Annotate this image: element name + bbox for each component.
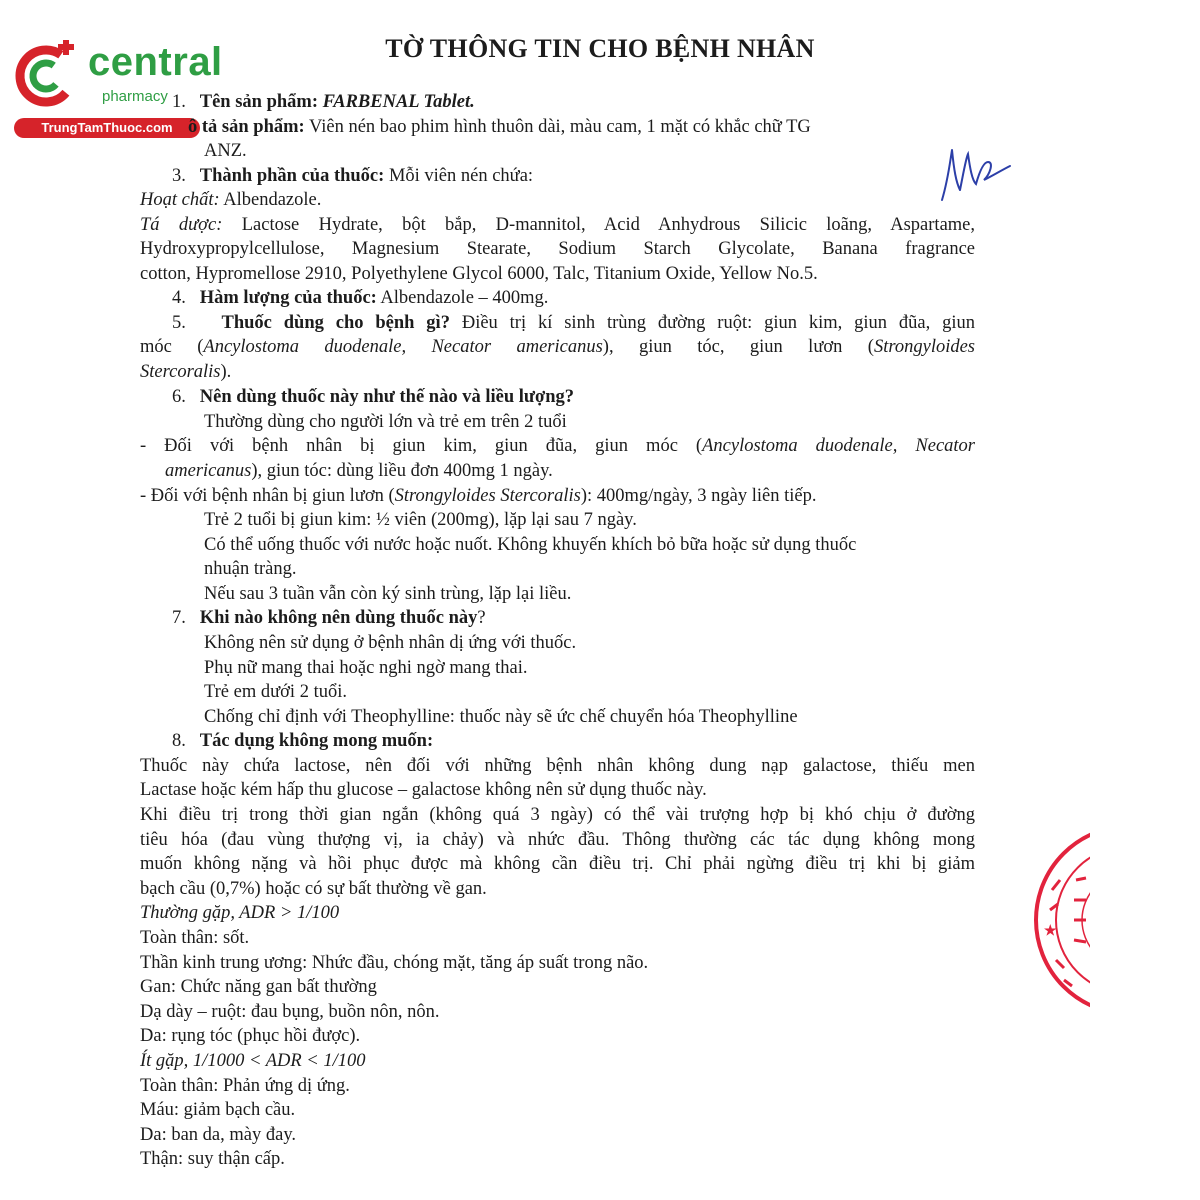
section-number: 3. (172, 166, 186, 186)
text-line: Chống chỉ định với Theophylline: thuốc này sẽ ức chế chuyển hóa Theophylline (204, 707, 798, 727)
section-label: Nên dùng thuốc này như thế nào và liều lượng? (199, 387, 575, 407)
field-value: Lactose Hydrate, bột bắp, D-mannitol, Acid Anhydrous Silicic loãng, Aspartame, (241, 215, 976, 235)
product-name: FARBENAL Tablet. (322, 92, 475, 112)
field-label: Hoạt chất: (140, 190, 220, 210)
text-line: Không nên sử dụng ở bệnh nhân dị ứng với thuốc. (204, 633, 577, 653)
section-label: Khi nào không nên dùng thuốc này (199, 608, 478, 628)
section-label: Thuốc dùng cho bệnh gì? (221, 313, 450, 333)
text-line: Trẻ em dưới 2 tuổi. (204, 682, 347, 702)
text-line: Máu: giảm bạch cầu. (140, 1100, 296, 1120)
text-line: ANZ. (204, 141, 247, 161)
text-line: Da: ban da, mày đay. (140, 1125, 296, 1145)
text-line: Toàn thân: sốt. (140, 928, 250, 948)
section-5-line (172, 311, 975, 335)
section-number: 6. (172, 387, 186, 407)
active-ingredient-line (140, 188, 321, 212)
text-line: Khi điều trị trong thời gian ngắn (không quá 3 ngày) có thể vài trượng hợp bị khó chịu ở đường (140, 805, 975, 825)
frequency-heading: Thường gặp, ADR > 1/100 (140, 903, 340, 923)
svg-text:★: ★ (1044, 922, 1057, 938)
field-label: Tá dược: (140, 215, 223, 235)
text-line: Da: rụng tóc (phục hồi được). (140, 1026, 361, 1046)
section-number: 1. (172, 92, 186, 112)
logo-sub-text: pharmacy (102, 88, 168, 105)
handwritten-signature (930, 140, 1020, 210)
text-line: Thần kinh trung ương: Nhức đầu, chóng mặt, tăng áp suất trong não. (140, 953, 649, 973)
section-2-line (188, 115, 811, 139)
section-label: Tác dụng không mong muốn: (199, 731, 434, 751)
text-line: nhuận tràng. (204, 559, 297, 579)
logo-brand-text: central (88, 40, 223, 84)
section-label: ô tả sản phẩm: (188, 117, 305, 137)
section-8-line (172, 729, 433, 753)
section-3-line (172, 164, 533, 188)
section-7-line: 7. Khi nào không nên dùng thuốc này? (172, 608, 486, 628)
section-6-line (172, 385, 574, 409)
text-line: Hydroxypropylcellulose, Magnesium Stearate, Sodium Starch Glycolate, Banana fragrance (140, 239, 975, 259)
text-line: americanus), giun tóc: dùng liều đơn 400mg 1 ngày. (165, 461, 553, 481)
text-line: Toàn thân: Phản ứng dị ứng. (140, 1076, 350, 1096)
logo-site-banner: TrungTamThuoc.com (14, 118, 200, 138)
text-line: Nếu sau 3 tuần vẫn còn ký sinh trùng, lặp lại liều. (204, 584, 572, 604)
text-line: Dạ dày – ruột: đau bụng, buồn nôn, nôn. (140, 1002, 440, 1022)
text-line: Phụ nữ mang thai hoặc nghi ngờ mang thai. (204, 658, 528, 678)
text-line: muốn không nặng và hồi phục được mà không cần điều trị. Chỉ phải ngừng điều trị khi bị giảm (140, 854, 975, 874)
section-label: Hàm lượng của thuốc: (199, 288, 377, 308)
section-label: Tên sản phẩm: (199, 92, 318, 112)
bullet-line: - Đối với bệnh nhân bị giun kim, giun đũa, giun móc (Ancylostoma duodenale, Necator (140, 436, 975, 456)
section-value: Albendazole – 400mg. (380, 288, 549, 308)
text-line: Có thể uống thuốc với nước hoặc nuốt. Không khuyến khích bỏ bữa hoặc sử dụng thuốc (204, 535, 857, 555)
text-line: Lactase hoặc kém hấp thu glucose – galactose không nên sử dụng thuốc này. (140, 780, 707, 800)
text-line: Stercoralis). (140, 362, 232, 382)
section-number: 7. (172, 608, 186, 628)
text-line: móc (Ancylostoma duodenale, Necator americanus), giun tóc, giun lươn (Strongyloides (140, 337, 976, 357)
section-value: Mỗi viên nén chứa: (388, 166, 534, 186)
company-stamp (1030, 820, 1090, 1020)
text-line: Thường dùng cho người lớn và trẻ em trên 2 tuổi (204, 412, 567, 432)
text-line: bạch cầu (0,7%) hoặc có sự bất thường về gan. (140, 879, 487, 899)
field-value: Albendazole. (223, 190, 322, 210)
text-line: Gan: Chức năng gan bất thường (140, 977, 377, 997)
frequency-heading: Ít gặp, 1/1000 < ADR < 1/100 (140, 1051, 366, 1071)
text-line: cotton, Hypromellose 2910, Polyethylene Glycol 6000, Talc, Titanium Oxide, Yellow No.5. (140, 264, 818, 284)
section-label: Thành phần của thuốc: (199, 166, 385, 186)
section-number: 5. (172, 313, 186, 333)
section-value: Điều trị kí sinh trùng đường ruột: giun kim, giun đũa, giun (461, 313, 976, 333)
section-4-line (172, 286, 548, 310)
text-line: Thận: suy thận cấp. (140, 1149, 285, 1169)
section-value: Viên nén bao phim hình thuôn dài, màu cam, 1 mặt có khắc chữ TG (308, 117, 811, 137)
bullet-line: - Đối với bệnh nhân bị giun lươn (Strongyloides Stercoralis): 400mg/ngày, 3 ngày liên tiếp. (140, 486, 817, 506)
section-number: 8. (172, 731, 186, 751)
section-number: 4. (172, 288, 186, 308)
text-line: Trẻ 2 tuổi bị giun kim: ½ viên (200mg), lặp lại sau 7 ngày. (204, 510, 637, 530)
excipients-line (140, 213, 975, 237)
text-line: Thuốc này chứa lactose, nên đối với những bệnh nhân không dung nạp galactose, thiếu men (140, 756, 975, 776)
page-title: TỜ THÔNG TIN CHO BỆNH NHÂN (385, 34, 815, 63)
section-1-line (172, 90, 475, 114)
text-line: tiêu hóa (đau vùng thượng vị, ia chảy) và nhức đầu. Thông thường các tác dụng không mong (140, 830, 975, 850)
